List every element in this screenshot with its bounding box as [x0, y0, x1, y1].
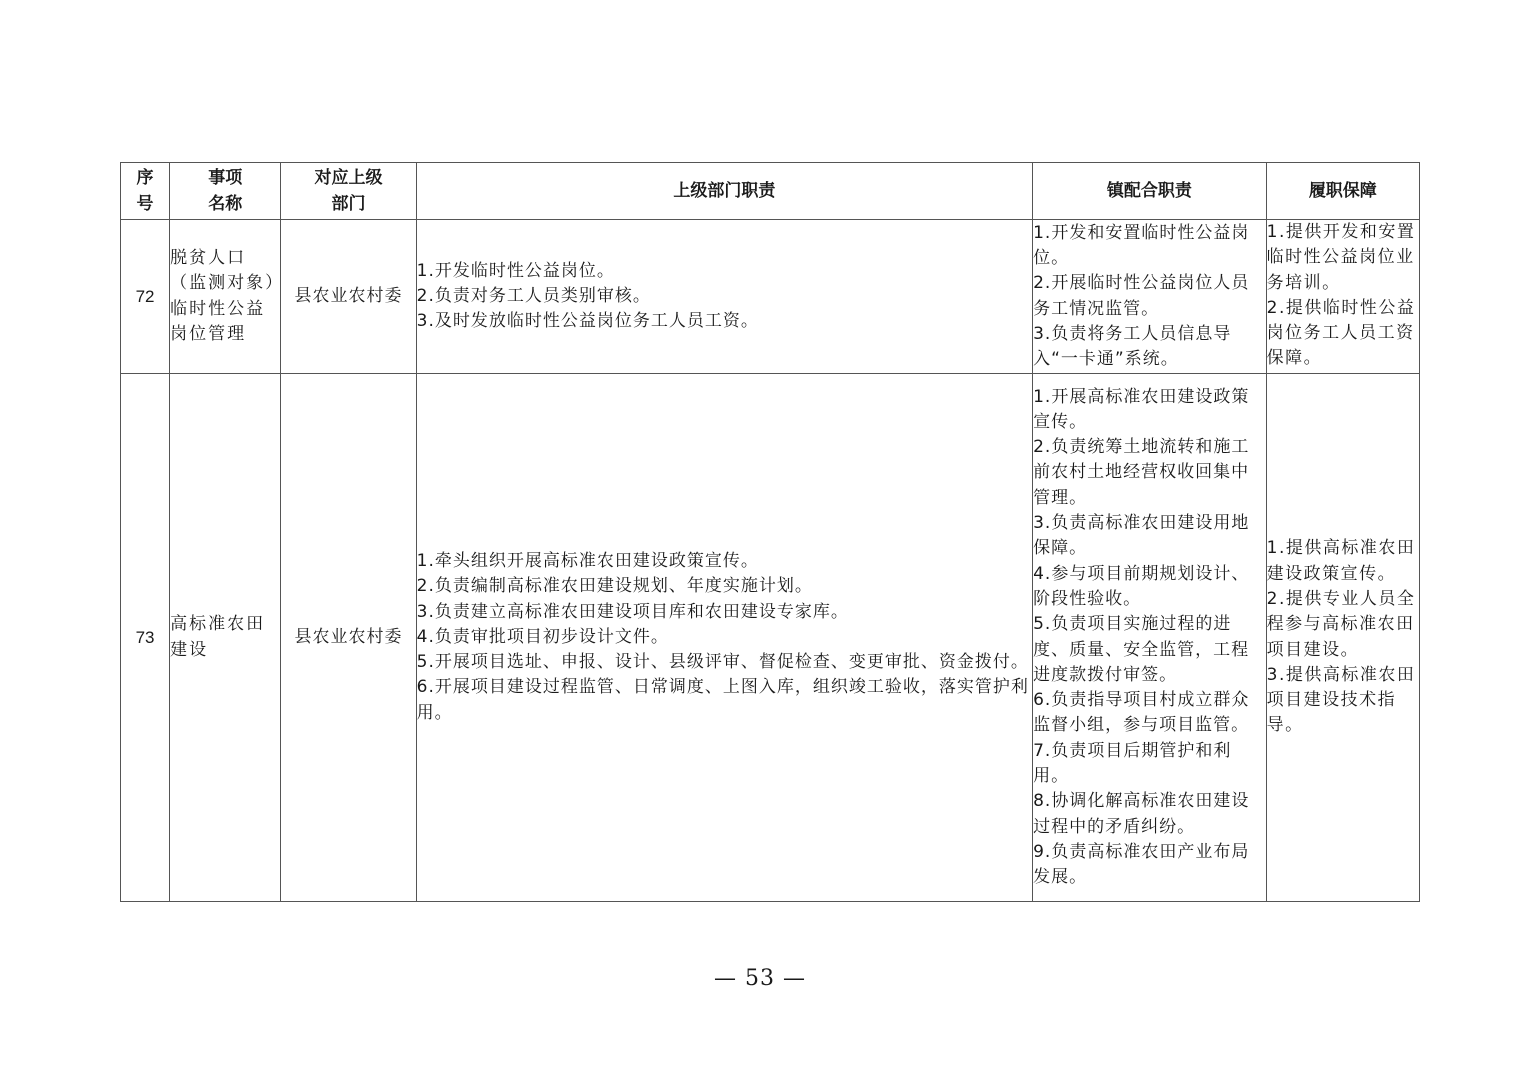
header-town-duties: 镇配合职责	[1033, 163, 1267, 220]
table-row	[121, 374, 1420, 902]
row-guarantee	[1266, 220, 1419, 374]
page-number: — 53 —	[714, 966, 806, 991]
header-guarantee: 履职保障	[1266, 163, 1419, 220]
duty-item: 8.协调化解高标准农田建设过程中的矛盾纠纷。	[1033, 791, 1250, 837]
header-name: 事项 名称	[170, 163, 281, 220]
duty-item: 2.提供临时性公益岗位务工人员工资保障。	[1266, 297, 1416, 369]
row-seq: 72	[121, 220, 170, 374]
duty-item: 7.负责项目后期管护和利用。	[1033, 740, 1232, 786]
duty-item: 4.参与项目前期规划设计、阶段性验收。	[1033, 563, 1250, 609]
duty-item: 1.开展高标准农田建设政策宣传。	[1033, 386, 1250, 432]
row-item-name: 高标准农田建设	[170, 374, 281, 902]
duty-item: 3.负责将务工人员信息导入“一卡通”系统。	[1033, 323, 1232, 370]
duty-item: 6.负责指导项目村成立群众监督小组，参与项目监管。	[1033, 690, 1250, 736]
duty-item: 3.提供高标准农田项目建设技术指导。	[1266, 664, 1416, 736]
table-row	[121, 220, 1420, 374]
header-dept: 对应上级 部门	[281, 163, 416, 220]
duty-item: 1.提供开发和安置临时性公益岗位业务培训。	[1266, 222, 1416, 293]
duty-item: 2.负责对务工人员类别审核。	[416, 285, 651, 306]
duty-item: 5.开展项目选址、申报、设计、县级评审、督促检查、变更审批、资金拨付。	[416, 652, 1029, 673]
duty-item: 3.负责高标准农田建设用地保障。	[1033, 513, 1250, 559]
row-dept: 县农业农村委	[281, 220, 416, 374]
row-superior-duties	[416, 220, 1032, 374]
duty-item: 3.及时发放临时性公益岗位务工人员工资。	[416, 311, 759, 332]
duty-item: 3.负责建立高标准农田建设项目库和农田建设专家库。	[416, 601, 849, 622]
duty-item: 1.开发临时性公益岗位。	[416, 260, 615, 281]
duty-item: 2.开展临时性公益岗位人员务工情况监管。	[1033, 273, 1250, 319]
row-guarantee	[1266, 374, 1419, 902]
row-superior-duties	[416, 374, 1032, 902]
duty-item: 2.提供专业人员全程参与高标准农田项目建设。	[1266, 588, 1416, 660]
duty-table	[120, 162, 1420, 902]
header-superior-duties: 上级部门职责	[416, 163, 1032, 220]
row-seq: 73	[121, 374, 170, 902]
duty-item: 9.负责高标准农田产业布局发展。	[1033, 841, 1250, 888]
table-header-row	[121, 163, 1420, 220]
row-item-name: 脱贫人口（监测对象）临时性公益岗位管理	[170, 220, 281, 374]
duty-item: 1.提供高标准农田建设政策宣传。	[1266, 538, 1416, 584]
duty-item: 1.牵头组织开展高标准农田建设政策宣传。	[416, 550, 759, 571]
duty-item: 2.负责统筹土地流转和施工前农村土地经营权收回集中管理。	[1033, 437, 1250, 508]
row-town-duties	[1033, 374, 1267, 902]
duty-item: 4.负责审批项目初步设计文件。	[416, 626, 669, 647]
duty-item: 6.开展项目建设过程监管、日常调度、上图入库，组织竣工验收，落实管护利用。	[416, 677, 1029, 723]
row-dept: 县农业农村委	[281, 374, 416, 902]
duty-item: 1.开发和安置临时性公益岗位。	[1033, 222, 1250, 268]
duty-item: 5.负责项目实施过程的进度、质量、安全监管，工程进度款拨付审签。	[1033, 614, 1250, 685]
row-town-duties	[1033, 220, 1267, 374]
header-seq: 序 号	[121, 163, 170, 220]
duty-item: 2.负责编制高标准农田建设规划、年度实施计划。	[416, 576, 813, 597]
